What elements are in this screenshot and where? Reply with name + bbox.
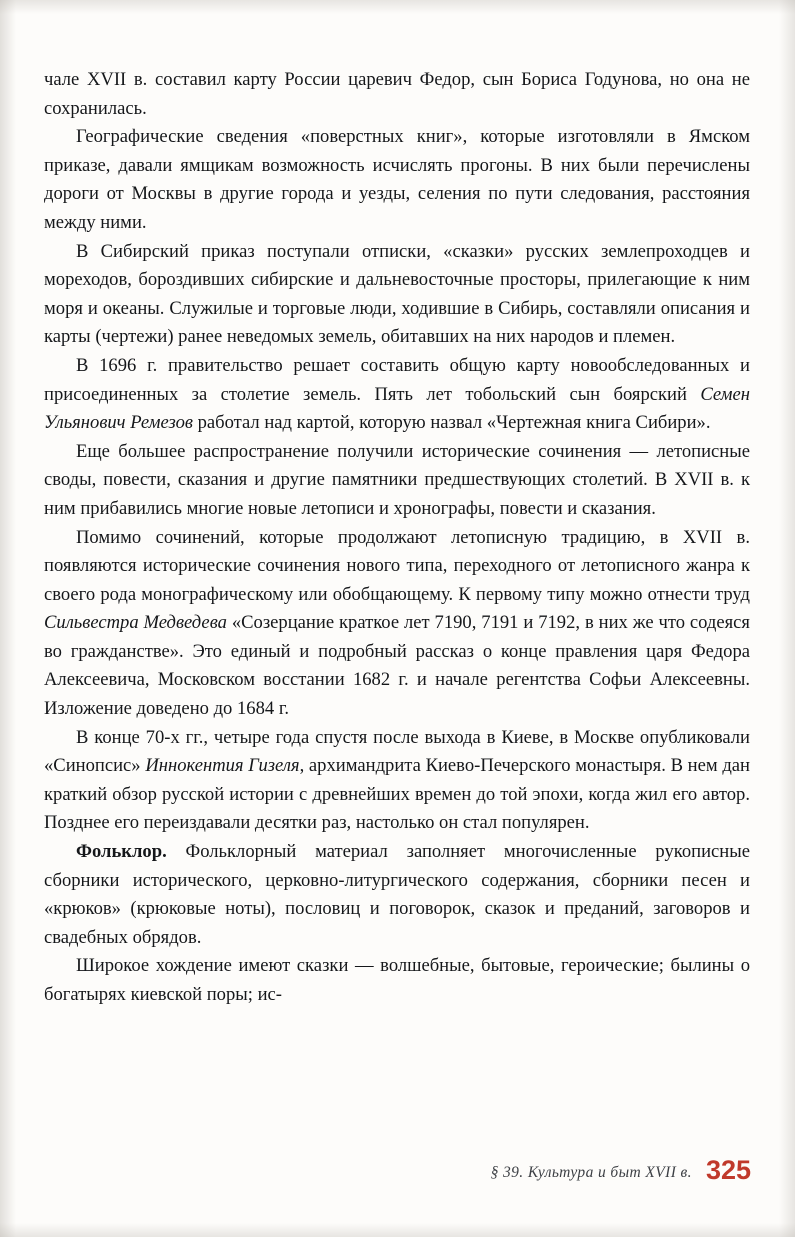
text-run: В 1696 г. правительство решает составить общую карту новообследованных и присоединенных за столетие земель. Пять лет тобольский сын боярский xyxy=(44,354,750,405)
paragraph xyxy=(44,66,750,123)
page-edge-shading-right xyxy=(779,0,795,1237)
text-run: Географические сведения «поверстных книг», которые изготовляли в Ямском приказе, давали ямщикам возможность исчислять прогоны. В них были перечислены дороги от Москвы в другие города и уезды, селения по пути следования, расстояния между ними. xyxy=(44,126,750,233)
text-run: Помимо сочинений, которые продолжают летописную традицию, в XVII в. появляются исторические сочинения нового типа, переходного от летописного жанра к своего рода монографическому или обобщающему. К первому типу можно отнести труд xyxy=(44,526,750,605)
page-edge-shading-bottom xyxy=(0,1223,795,1237)
page-number: 325 xyxy=(705,1155,751,1185)
text-run: Широкое хождение имеют сказки — волшебные, бытовые, героические; былины о богатырях киевской поры; ис- xyxy=(44,955,750,1005)
text-run: , архимандрита Киево-Печерского монастыря. В нем дан краткий обзор русской истории с древнейших времен до той эпохи, когда жил его автор. Позднее его переиздавали десятки раз, настолько он стал популярен. xyxy=(44,755,750,834)
paragraph xyxy=(44,123,750,237)
bold-run: Фольклор. xyxy=(76,841,167,863)
page-text-column xyxy=(44,66,750,1010)
text-run: чале XVII в. составил карту России царевич Федор, сын Бориса Годунова, но она не сохранилась. xyxy=(44,69,750,119)
page-edge-shading-left xyxy=(0,0,16,1237)
paragraph xyxy=(44,724,750,838)
paragraph xyxy=(44,524,750,724)
text-run: Фольклорный материал заполняет многочисленные рукописные сборники исторического, церковно-литургического содержания, сборники песен и «крюков» (крюковые ноты), пословиц и поговорок, сказок и преданий, заговоров и свадебных обрядов. xyxy=(44,841,750,948)
italic-run: Иннокентия Гизеля xyxy=(145,755,300,777)
paragraph xyxy=(44,438,750,524)
text-run: Еще большее распространение получили исторические сочинения — летописные своды, повести, сказания и другие памятники предшествующих столетий. В XVII в. к ним прибавились многие новые летописи и хронографы, повести и сказания. xyxy=(44,440,750,519)
italic-run: Семен Ульянович Ремезов xyxy=(44,383,750,434)
text-run: В Сибирский приказ поступали отписки, «сказки» русских землепроходцев и мореходов, бороздивших сибирские и дальневосточные просторы, прилегающие к ним моря и океаны. Служилые и торговые люди, ходившие в Сибирь, составляли описания и карты (чертежи) ранее неведомых земель, обитавших на них народов и племен. xyxy=(44,240,750,348)
paragraph xyxy=(44,952,750,1009)
page-footer xyxy=(44,1155,751,1189)
text-run: В конце 70-х гг., четыре года спустя после выхода в Киеве, в Москве опубликовали «Синопсис» xyxy=(44,726,750,777)
footer-section-caption: § 39. Культура и быт XVII в. xyxy=(490,1164,692,1181)
italic-run: Сильвестра Медведева xyxy=(44,612,227,634)
paragraph xyxy=(44,238,750,352)
text-run: работал над картой, которую назвал «Чертежная книга Сибири». xyxy=(192,412,711,434)
paragraph xyxy=(44,838,750,952)
paragraph xyxy=(44,352,750,438)
text-run: «Созерцание краткое лет 7190, 7191 и 7192, в них же что содеяся во гражданстве». Это единый и подробный рассказ о конце правления царя Федора Алексеевича, Московском восстании 1682 г. и начале регентства Софьи Алексеевны. Изложение доведено до 1684 г. xyxy=(44,612,750,720)
page-edge-shading-top xyxy=(0,0,795,14)
